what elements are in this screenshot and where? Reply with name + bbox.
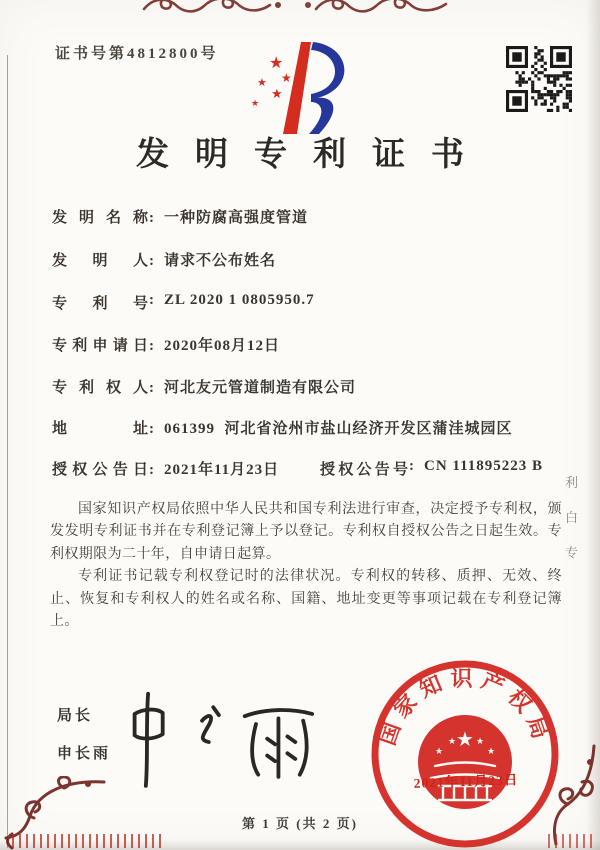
colon: : bbox=[409, 458, 414, 474]
logo-stars bbox=[251, 53, 292, 109]
bottom-left-fringe bbox=[12, 834, 164, 848]
certificate-title: 发明专利证书 bbox=[136, 137, 490, 173]
edge-char: 专 bbox=[565, 545, 579, 560]
colon: : bbox=[149, 253, 154, 269]
colon: : bbox=[149, 338, 154, 354]
field-patent-number bbox=[52, 292, 315, 313]
svg-text:★: ★ bbox=[476, 737, 485, 747]
page-number: 第 1 页 (共 2 页) bbox=[242, 816, 358, 831]
bottom-right-ornament bbox=[538, 742, 600, 848]
cnipa-logo bbox=[245, 36, 361, 140]
field-label: 授权公告号 bbox=[320, 462, 408, 478]
signer-name: 申长雨 bbox=[57, 746, 112, 762]
svg-text:★: ★ bbox=[251, 99, 260, 109]
seal-date: 2021年11月23日 bbox=[413, 772, 519, 791]
field-label: 地址 bbox=[52, 421, 148, 437]
field-invention-name bbox=[52, 206, 308, 227]
colon: : bbox=[149, 462, 154, 478]
svg-text:★: ★ bbox=[487, 747, 496, 757]
logo-red-wedge bbox=[283, 42, 311, 134]
field-value: ZL 2020 1 0805950.7 bbox=[164, 292, 315, 308]
scan-edge-text-artifacts bbox=[565, 472, 578, 561]
field-value: 061399 河北省沧州市盐山经济开发区蒲洼城园区 bbox=[164, 421, 513, 437]
colon: : bbox=[149, 292, 154, 308]
field-label: 专利号 bbox=[52, 296, 148, 312]
svg-text:★: ★ bbox=[281, 71, 292, 85]
signer-title: 局长 bbox=[57, 708, 94, 724]
field-value: 2020年08月12日 bbox=[164, 338, 281, 354]
field-patentee bbox=[52, 376, 356, 397]
svg-text:★: ★ bbox=[448, 737, 457, 747]
field-value: 一种防腐高强度管道 bbox=[164, 210, 309, 226]
legal-paragraph-2: 专利证书记载专利权登记时的法律状况。专利权的转移、质押、无效、终止、恢复和专利权人的姓名或名称、国籍、地址变更等事项记载在专利登记簿上。 bbox=[50, 569, 562, 629]
logo-blue-p bbox=[309, 42, 344, 134]
top-border-ornament bbox=[138, 0, 468, 15]
svg-text:★: ★ bbox=[271, 87, 283, 102]
svg-text:★: ★ bbox=[269, 53, 284, 72]
field-label: 授权公告日 bbox=[52, 462, 148, 478]
svg-text:★: ★ bbox=[257, 76, 267, 89]
field-value: 河北友元管道制造有限公司 bbox=[164, 380, 357, 396]
field-address bbox=[52, 417, 513, 438]
field-value: 2021年11月23日 bbox=[164, 462, 280, 478]
certificate-number: 证书号第4812800号 bbox=[55, 46, 219, 62]
field-value: CN 111895223 B bbox=[424, 458, 544, 474]
legal-text bbox=[50, 499, 562, 633]
field-label: 发明名称 bbox=[52, 210, 148, 226]
seal-national-emblem bbox=[418, 715, 512, 809]
handwritten-signature bbox=[112, 678, 337, 796]
grant-date bbox=[52, 462, 279, 478]
colon: : bbox=[149, 210, 154, 226]
colon: : bbox=[149, 380, 154, 396]
seal-text: 国家知识产权局 bbox=[374, 665, 556, 749]
field-label: 专利申请日 bbox=[52, 338, 148, 354]
legal-paragraph-1: 国家知识产权局依照中华人民共和国专利法进行审查，决定授予专利权，颁发发明专利证书并在专利登记簿上予以登记。专利权自授权公告之日起生效。专利权期限为二十年，自申请日起算。 bbox=[50, 502, 562, 562]
bottom-right-fringe bbox=[548, 834, 594, 848]
field-value: 请求不公布姓名 bbox=[164, 253, 277, 269]
field-inventor bbox=[52, 249, 276, 270]
grant-number bbox=[320, 458, 543, 479]
svg-text:★: ★ bbox=[435, 747, 444, 757]
svg-text:★: ★ bbox=[456, 727, 474, 751]
colon: : bbox=[149, 421, 154, 437]
qr-code bbox=[506, 46, 572, 112]
edge-char: 利 bbox=[565, 475, 579, 490]
edge-char: 白 bbox=[565, 510, 579, 525]
signer-block bbox=[57, 704, 111, 763]
field-label: 发明人 bbox=[52, 253, 148, 269]
field-filing-date bbox=[52, 334, 280, 355]
field-label: 专利权人 bbox=[52, 380, 148, 396]
grant-row bbox=[52, 458, 572, 479]
